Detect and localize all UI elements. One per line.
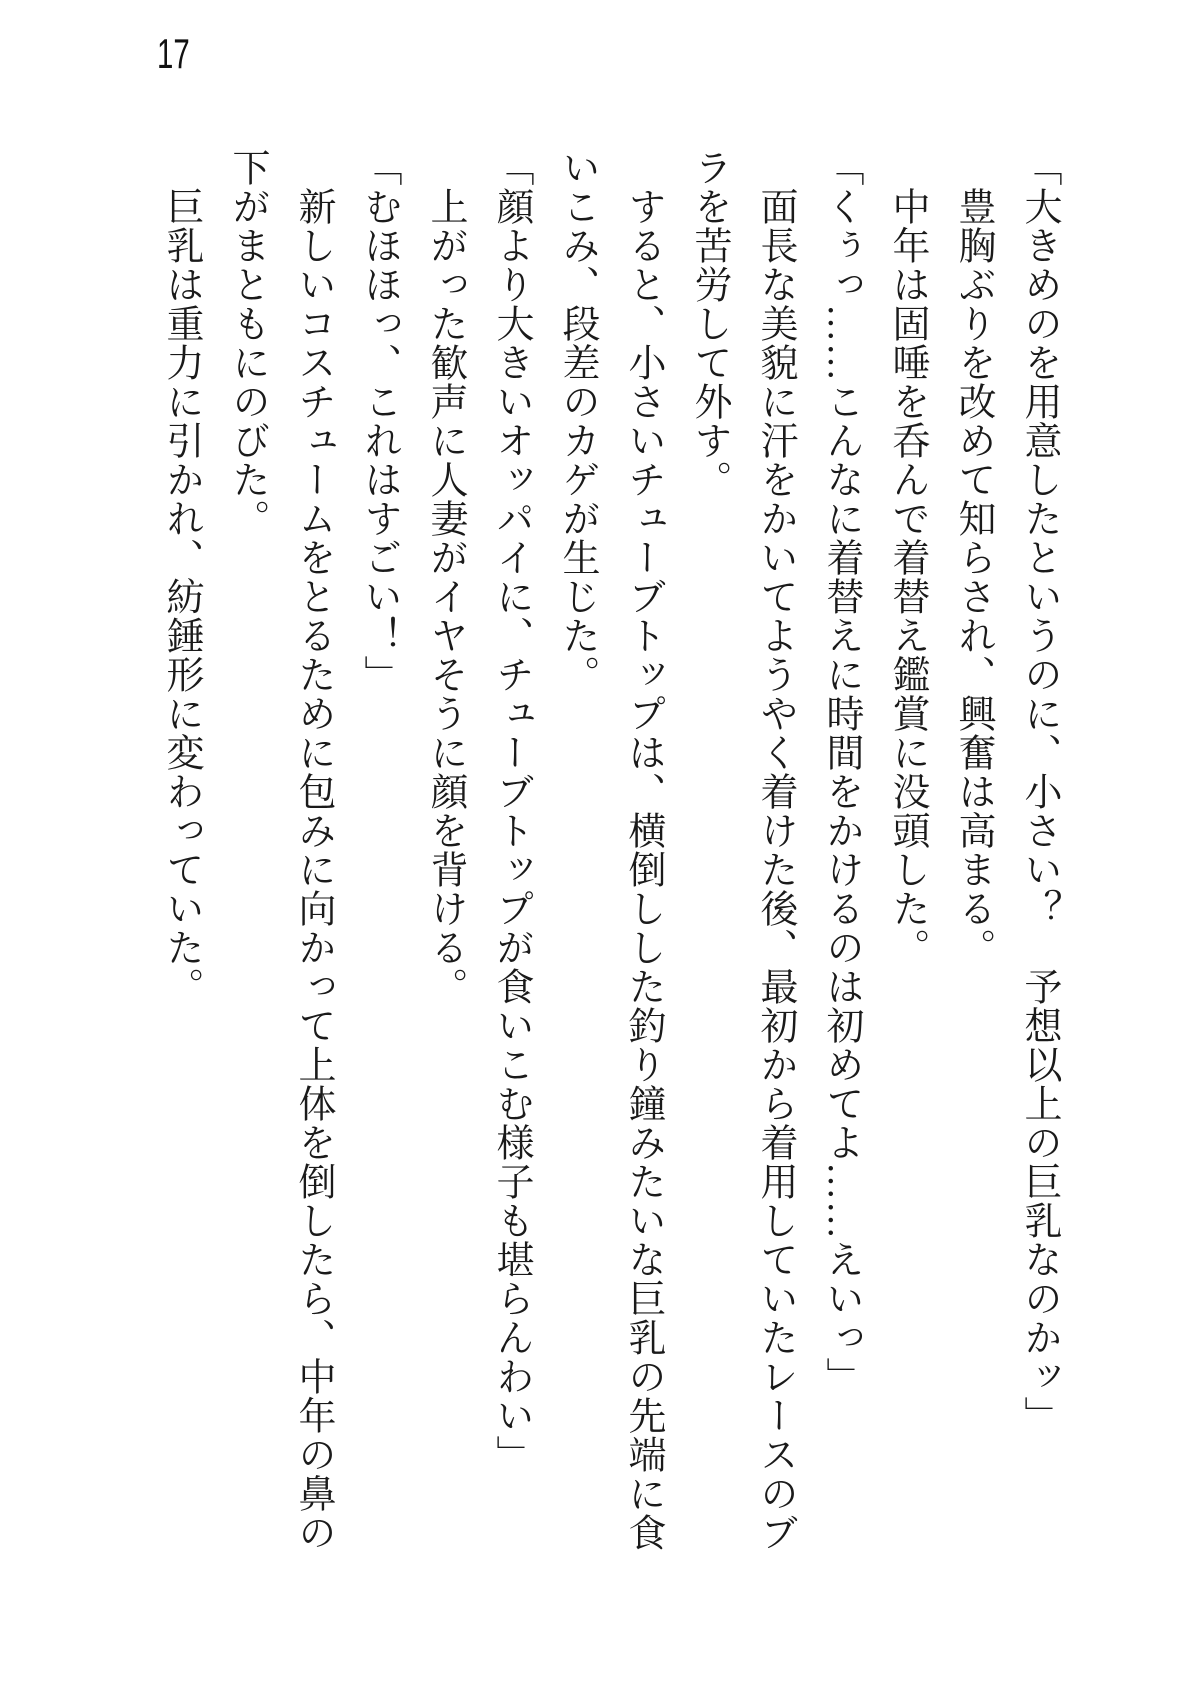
text-line: 中年は固唾を呑んで着替え鑑賞に没頭した。 <box>886 148 928 967</box>
text-line: 面長な美貌に汗をかいてようやく着けた後、最初から着用していたレースのブ <box>754 148 796 1552</box>
text-line: 「大きめのを用意したというのに、小さい？ 予想以上の巨乳なのかッ」 <box>1018 148 1060 1435</box>
text-line: 「むほほっ、これはすごい！」 <box>358 148 400 694</box>
text-line: 豊胸ぶりを改めて知らされ、興奮は高まる。 <box>952 148 994 967</box>
vertical-text-block <box>148 148 1072 1578</box>
text-line: いこみ、段差のカゲが生じた。 <box>556 148 598 694</box>
text-line: 「くぅっ……こんなに着替えに時間をかけるのは初めてよ……えいっ」 <box>820 148 862 1396</box>
text-line: 「顔より大きいオッパイに、チューブトップが食いこむ様子も堪らんわい」 <box>490 148 532 1474</box>
text-line: 巨乳は重力に引かれ、紡錘形に変わっていた。 <box>160 148 202 1006</box>
text-line: すると、小さいチューブトップは、横倒しした釣り鐘みたいな巨乳の先端に食 <box>622 148 664 1552</box>
text-line: 下がまともにのびた。 <box>226 148 268 538</box>
text-line: ラを苦労して外す。 <box>688 148 730 499</box>
text-line: 新しいコスチュームをとるために包みに向かって上体を倒したら、中年の鼻の <box>292 148 334 1552</box>
page-number: 17 <box>157 30 190 77</box>
text-line: 上がった歓声に人妻がイヤそうに顔を背ける。 <box>424 148 466 1006</box>
